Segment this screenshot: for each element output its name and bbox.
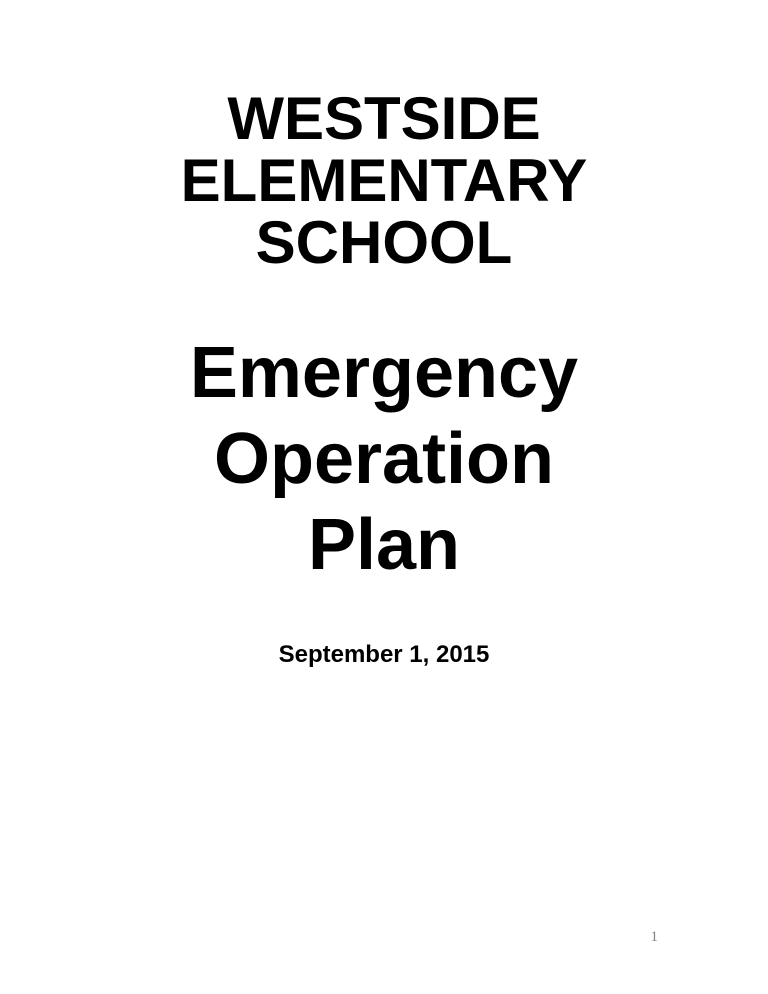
document-title-heading bbox=[96, 330, 672, 588]
spacer-after-document-title bbox=[96, 588, 672, 640]
school-name-line-1: WESTSIDE bbox=[227, 85, 541, 152]
school-name-line-3: SCHOOL bbox=[255, 209, 513, 276]
document-title-line-2: Operation bbox=[213, 419, 555, 499]
title-page-content bbox=[96, 85, 672, 670]
footer-page-number: 1 bbox=[650, 929, 658, 945]
document-title-line-1: Emergency bbox=[189, 333, 579, 413]
spacer-after-school-name bbox=[96, 274, 672, 330]
document-title-line-3: Plan bbox=[307, 505, 461, 585]
school-name-heading bbox=[96, 85, 672, 276]
document-date: September 1, 2015 bbox=[278, 641, 490, 668]
school-name-line-2: ELEMENTARY bbox=[180, 147, 588, 214]
